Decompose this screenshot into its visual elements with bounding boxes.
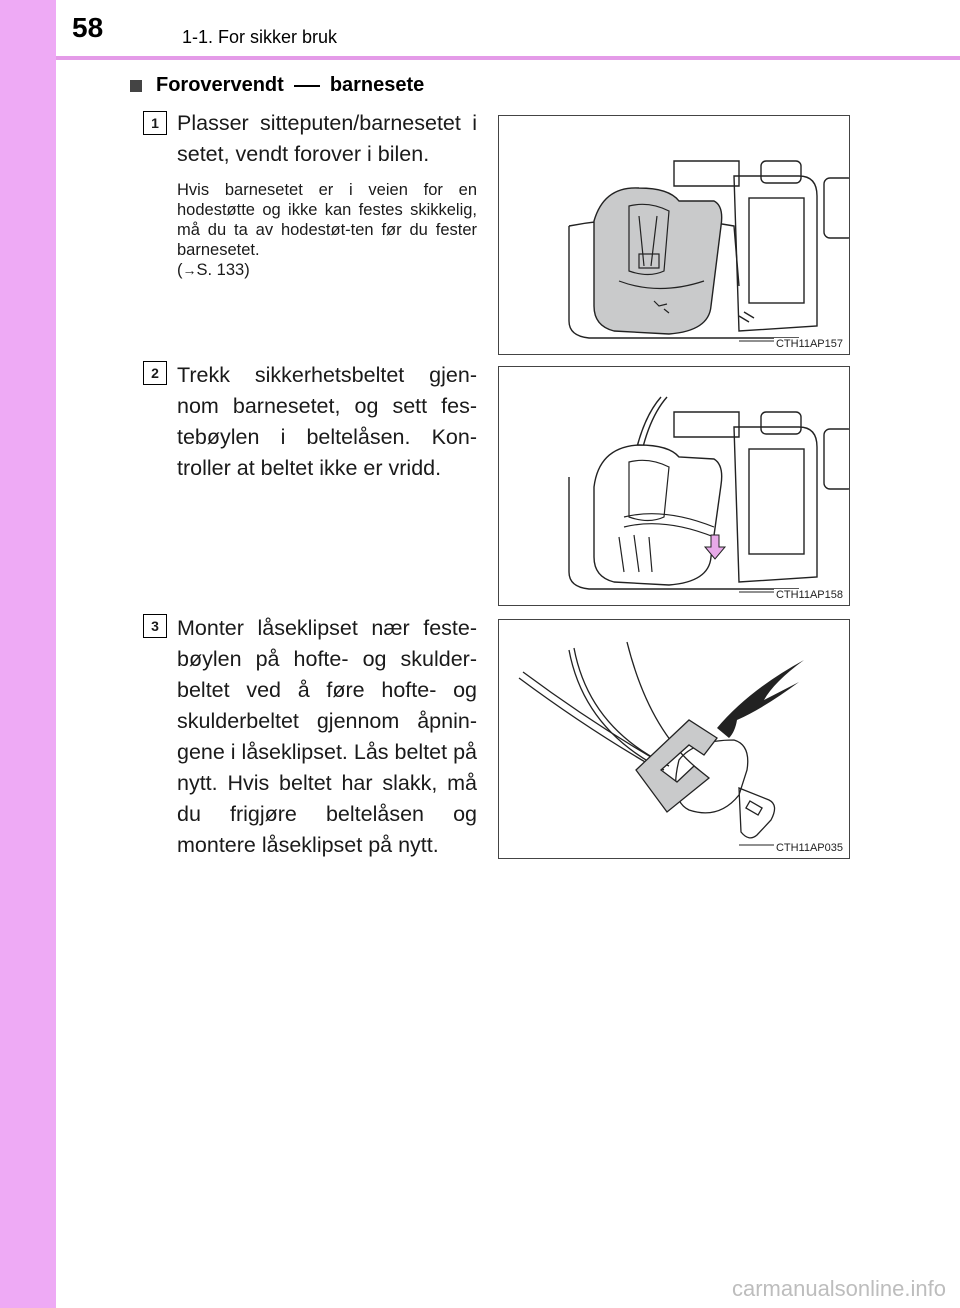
step-1-ref-open: ( [177,261,183,279]
step-2-text: Trekk sikkerhetsbeltet gjen-nom barnesetet, og sett fes-tebøylen i beltelåsen. Kon-troller at beltet ikke er vridd. [177,363,477,480]
arrow-right-icon: → [182,262,197,278]
figure-locking-clip [498,619,850,859]
square-bullet-icon [130,80,142,92]
side-color-strip [0,0,56,1308]
header-rule [56,56,960,60]
belt-routing-illustration [499,367,849,605]
em-dash-icon [294,85,320,87]
step-number-2: 2 [143,361,167,385]
section-title-right: barnesete [329,74,425,96]
figure-code: CTH11AP158 [775,589,843,601]
page-number: 58 [72,12,104,43]
section-title-left: Forovervendt [156,74,284,96]
figure-code: CTH11AP157 [775,338,843,350]
step-3-text: Monter låseklipset nær feste-bøylen på hofte- og skulder-beltet ved å føre hofte- og skulderbeltet gjennom åpnin-gene i låseklipset. Lås beltet på nytt. Hvis beltet har slakk, må du frigjøre beltelåsen og montere låseklipset på nytt. [177,616,478,857]
figure-code: CTH11AP035 [775,842,843,854]
step-1-note-text: Hvis barnesetet er i veien for en hodestøtte og ikke kan festes skikkelig, må du ta av hodestøt-ten før du fester barnesetet. [177,181,477,259]
figure-child-seat-placed [498,115,850,355]
chapter-title: 1-1. For sikker bruk [182,27,338,47]
section-title [130,74,424,97]
step-1-note [177,180,477,280]
step-number-3: 3 [143,614,167,638]
step-1-page-ref[interactable]: S. 133) [196,261,250,279]
child-seat-illustration [499,116,849,354]
footer-watermark[interactable]: carmanualsonline.info [731,1276,946,1301]
step-1-text: Plasser sitteputen/barnesetet i setet, vendt forover i bilen. [177,111,477,166]
step-number-1: 1 [143,111,167,135]
locking-clip-illustration [499,620,849,858]
figure-belt-through-seat [498,366,850,606]
